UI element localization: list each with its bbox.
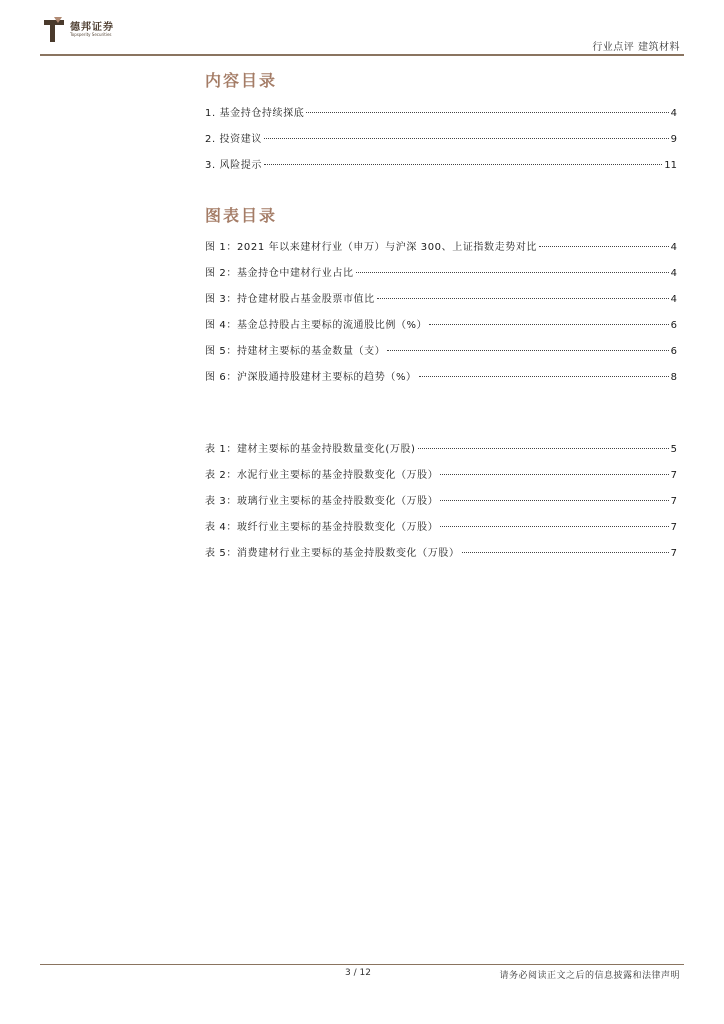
table-entry[interactable]: [205, 440, 677, 466]
dot-leader: [440, 474, 668, 475]
table-entry-label: 表 5：消费建材行业主要标的基金持股数变化（万股）: [205, 548, 460, 559]
table-entry-page: 7: [670, 522, 677, 533]
dot-leader: [264, 138, 669, 139]
table-entry-page: 7: [670, 470, 677, 481]
dot-leader: [387, 350, 668, 351]
table-entry-label: 表 2：水泥行业主要标的基金持股数变化（万股）: [205, 470, 439, 481]
contents-title: 内容目录: [205, 71, 278, 90]
dot-leader: [419, 376, 669, 377]
figure-entry[interactable]: [205, 368, 677, 394]
toc-entry[interactable]: [205, 104, 677, 130]
company-logo: [40, 14, 150, 48]
dot-leader: [356, 272, 669, 273]
figure-entry-label: 图 2：基金持仓中建材行业占比: [205, 268, 354, 279]
figure-entry[interactable]: [205, 342, 677, 368]
figure-entry-label: 图 4：基金总持股占主要标的流通股比例（%）: [205, 320, 428, 331]
page-number: 3 / 12: [345, 968, 371, 978]
toc-entry[interactable]: [205, 130, 677, 156]
table-entry-label: 表 3：玻璃行业主要标的基金持股数变化（万股）: [205, 496, 439, 507]
toc-entry[interactable]: [205, 156, 677, 182]
table-entry-label: 表 1：建材主要标的基金持股数量变化(万股): [205, 444, 416, 455]
figure-entry-page: 4: [670, 294, 677, 305]
toc-entry-label: 3. 风险提示: [205, 160, 262, 171]
logo-mark-icon: [40, 14, 68, 46]
table-entry[interactable]: [205, 544, 677, 570]
header-divider: [40, 54, 684, 56]
figure-entry-label: 图 5：持建材主要标的基金数量（支）: [205, 346, 386, 357]
table-entry-page: 7: [670, 548, 677, 559]
table-entry-label: 表 4：玻纤行业主要标的基金持股数变化（万股）: [205, 522, 439, 533]
dot-leader: [462, 552, 669, 553]
report-category: 行业点评 建筑材料: [592, 42, 680, 53]
dot-leader: [539, 246, 669, 247]
figures-list: [205, 238, 677, 394]
toc-entry-page: 11: [664, 160, 677, 171]
figure-entry-label: 图 1：2021 年以来建材行业（申万）与沪深 300、上证指数走势对比: [205, 242, 538, 253]
dot-leader: [306, 112, 668, 113]
dot-leader: [440, 500, 668, 501]
toc-entry-page: 4: [670, 108, 677, 119]
logo-company-name: 德邦证券: [70, 22, 114, 33]
figures-title: 图表目录: [205, 206, 278, 225]
figure-entry[interactable]: [205, 290, 677, 316]
table-entry[interactable]: [205, 518, 677, 544]
figure-entry-label: 图 3：持仓建材股占基金股票市值比: [205, 294, 375, 305]
dot-leader: [377, 298, 669, 299]
table-entry-page: 5: [670, 444, 677, 455]
tables-list: [205, 440, 677, 570]
footer-divider: [40, 964, 684, 965]
figure-entry[interactable]: [205, 238, 677, 264]
figure-entry[interactable]: [205, 264, 677, 290]
table-entry-page: 7: [670, 496, 677, 507]
table-entry[interactable]: [205, 466, 677, 492]
toc-entry-page: 9: [670, 134, 677, 145]
toc-entry-label: 2. 投资建议: [205, 134, 262, 145]
figure-entry-page: 4: [670, 242, 677, 253]
figure-entry-page: 6: [670, 346, 677, 357]
figure-entry-page: 4: [670, 268, 677, 279]
figure-entry[interactable]: [205, 316, 677, 342]
table-entry[interactable]: [205, 492, 677, 518]
figure-entry-page: 8: [670, 372, 677, 383]
dot-leader: [264, 164, 662, 165]
figure-entry-label: 图 6：沪深股通持股建材主要标的趋势（%）: [205, 372, 417, 383]
dot-leader: [429, 324, 668, 325]
footer-disclaimer: 请务必阅读正文之后的信息披露和法律声明: [499, 971, 680, 981]
toc-entry-label: 1. 基金持仓持续探底: [205, 108, 305, 119]
logo-company-name-en: Topsperity Securities: [70, 32, 112, 37]
dot-leader: [418, 448, 669, 449]
contents-list: [205, 104, 677, 182]
dot-leader: [440, 526, 668, 527]
figure-entry-page: 6: [670, 320, 677, 331]
